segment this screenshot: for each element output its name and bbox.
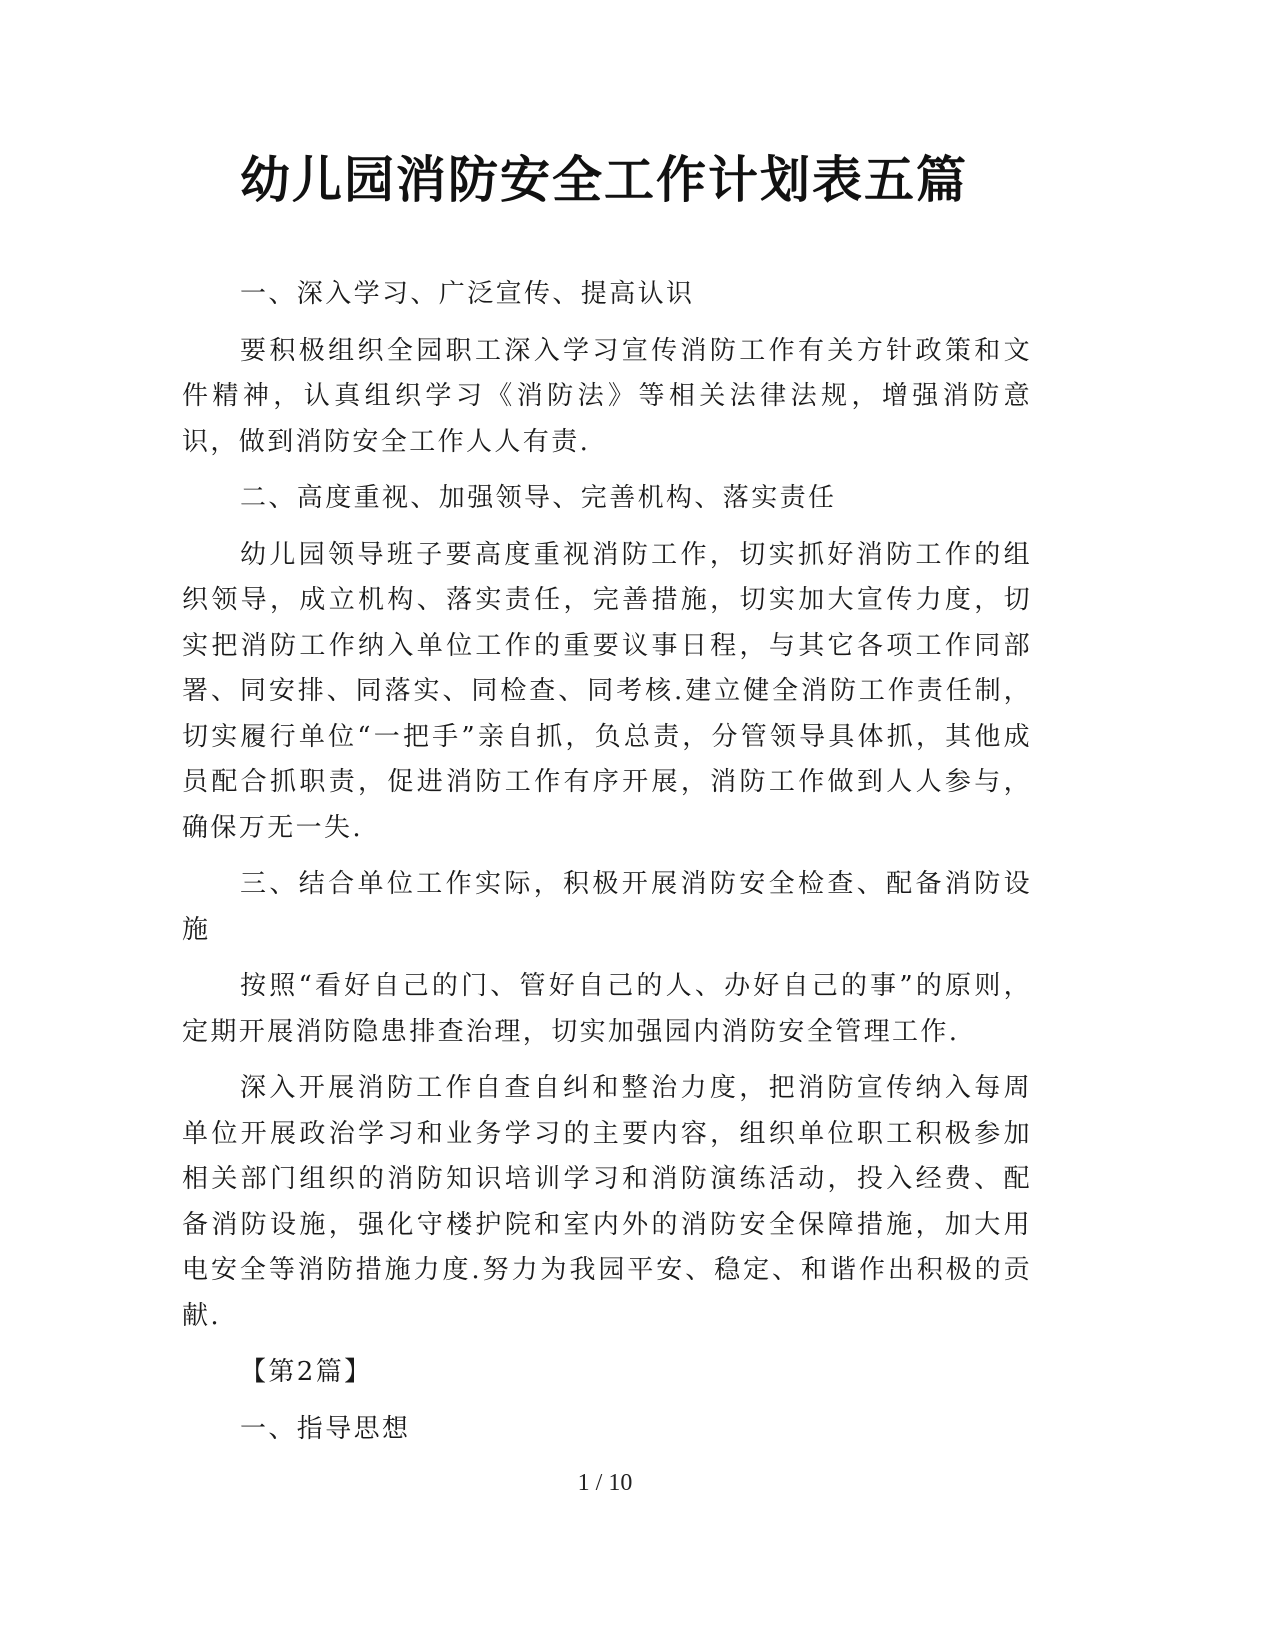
part-marker: 【第2篇】 xyxy=(240,1357,373,1387)
document-title: 幼儿园消防安全工作计划表五篇 xyxy=(240,150,968,209)
page-number: 1 / 10 xyxy=(577,1470,633,1496)
section-heading-guiding: 一、指导思想 xyxy=(240,1413,411,1444)
document-body xyxy=(182,272,1032,1463)
section-heading-2: 二、高度重视、加强领导、完善机构、落实责任 xyxy=(240,483,837,513)
paragraph-3: 按照“看好自己的门、管好自己的人、办好自己的事”的原则，定期开展消防隐患排查治理，切实加强园内消防安全管理工作. xyxy=(182,971,1032,1047)
section-heading-1: 一、深入学习、广泛宣传、提高认识 xyxy=(240,279,695,309)
paragraph-4: 深入开展消防工作自查自纠和整治力度，把消防宣传纳入每周单位开展政治学习和业务学习的主要内容，组织单位职工积极参加相关部门组织的消防知识培训学习和消防演练活动，投入经费、配备消防设施，强化守楼护院和室内外的消防安全保障措施，加大用电安全等消防措施力度.努力为我园平安、稳定、和谐作出积极的贡献. xyxy=(182,1073,1032,1331)
paragraph-1: 要积极组织全园职工深入学习宣传消防工作有关方针政策和文件精神，认真组织学习《消防法》等相关法律法规，增强消防意识，做到消防安全工作人人有责. xyxy=(182,335,1032,457)
section-heading-3: 三、结合单位工作实际，积极开展消防安全检查、配备消防设施 xyxy=(182,869,1032,945)
paragraph-2: 幼儿园领导班子要高度重视消防工作，切实抓好消防工作的组织领导，成立机构、落实责任，完善措施，切实加大宣传力度，切实把消防工作纳入单位工作的重要议事日程，与其它各项工作同部署、同安排、同落实、同检查、同考核.建立健全消防工作责任制，切实履行单位“一把手”亲自抓，负总责，分管领导具体抓，其他成员配合抓职责，促进消防工作有序开展，消防工作做到人人参与，确保万无一失. xyxy=(182,539,1032,843)
